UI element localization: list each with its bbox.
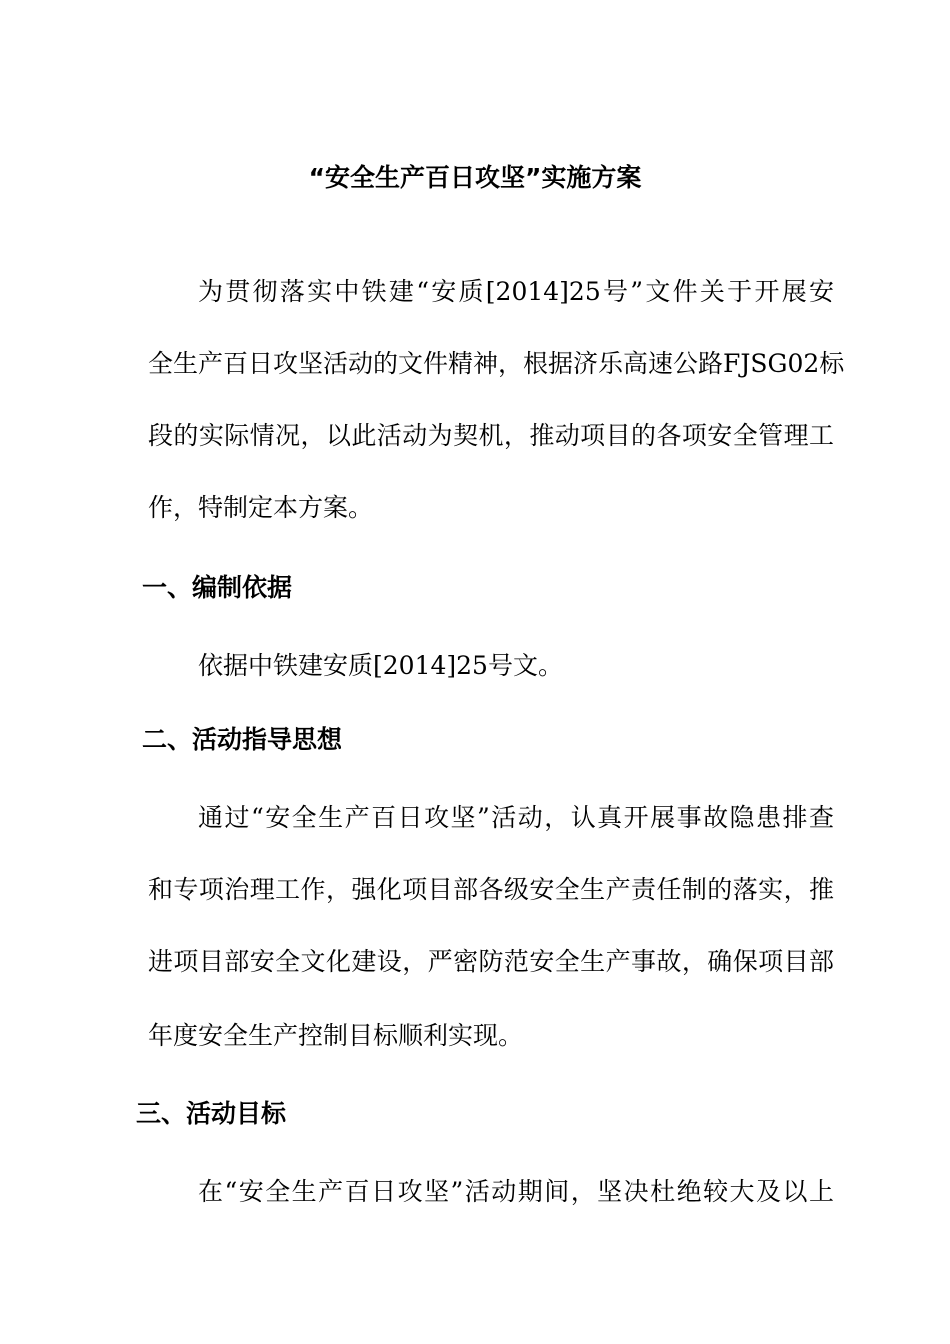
intro-line-1: 为贯彻落实中铁建“安质[2014]25号”文件关于开展安 (198, 277, 834, 306)
section-heading-goals: 三、活动目标 (136, 1099, 287, 1128)
intro-line-3: 段的实际情况，以此活动为契机，推动项目的各项安全管理工 (148, 421, 834, 450)
intro-line-4: 作，特制定本方案。 (148, 493, 374, 522)
section2-line-2: 和专项治理工作，强化项目部各级安全生产责任制的落实，推 (148, 875, 834, 904)
section1-line-1: 依据中铁建安质[2014]25号文。 (198, 651, 563, 680)
section2-line-3: 进项目部安全文化建设，严密防范安全生产事故，确保项目部 (148, 947, 834, 976)
section2-line-4: 年度安全生产控制目标顺利实现。 (148, 1021, 524, 1050)
section3-line-1: 在“安全生产百日攻坚”活动期间，坚决杜绝较大及以上 (198, 1177, 834, 1206)
section-heading-basis: 一、编制依据 (142, 573, 293, 602)
document-title: “安全生产百日攻坚”实施方案 (308, 163, 642, 192)
section-heading-guiding-ideology: 二、活动指导思想 (142, 725, 343, 754)
intro-line-2: 全生产百日攻坚活动的文件精神，根据济乐高速公路FJSG02标 (148, 349, 845, 378)
section2-line-1: 通过“安全生产百日攻坚”活动，认真开展事故隐患排查 (198, 803, 834, 832)
